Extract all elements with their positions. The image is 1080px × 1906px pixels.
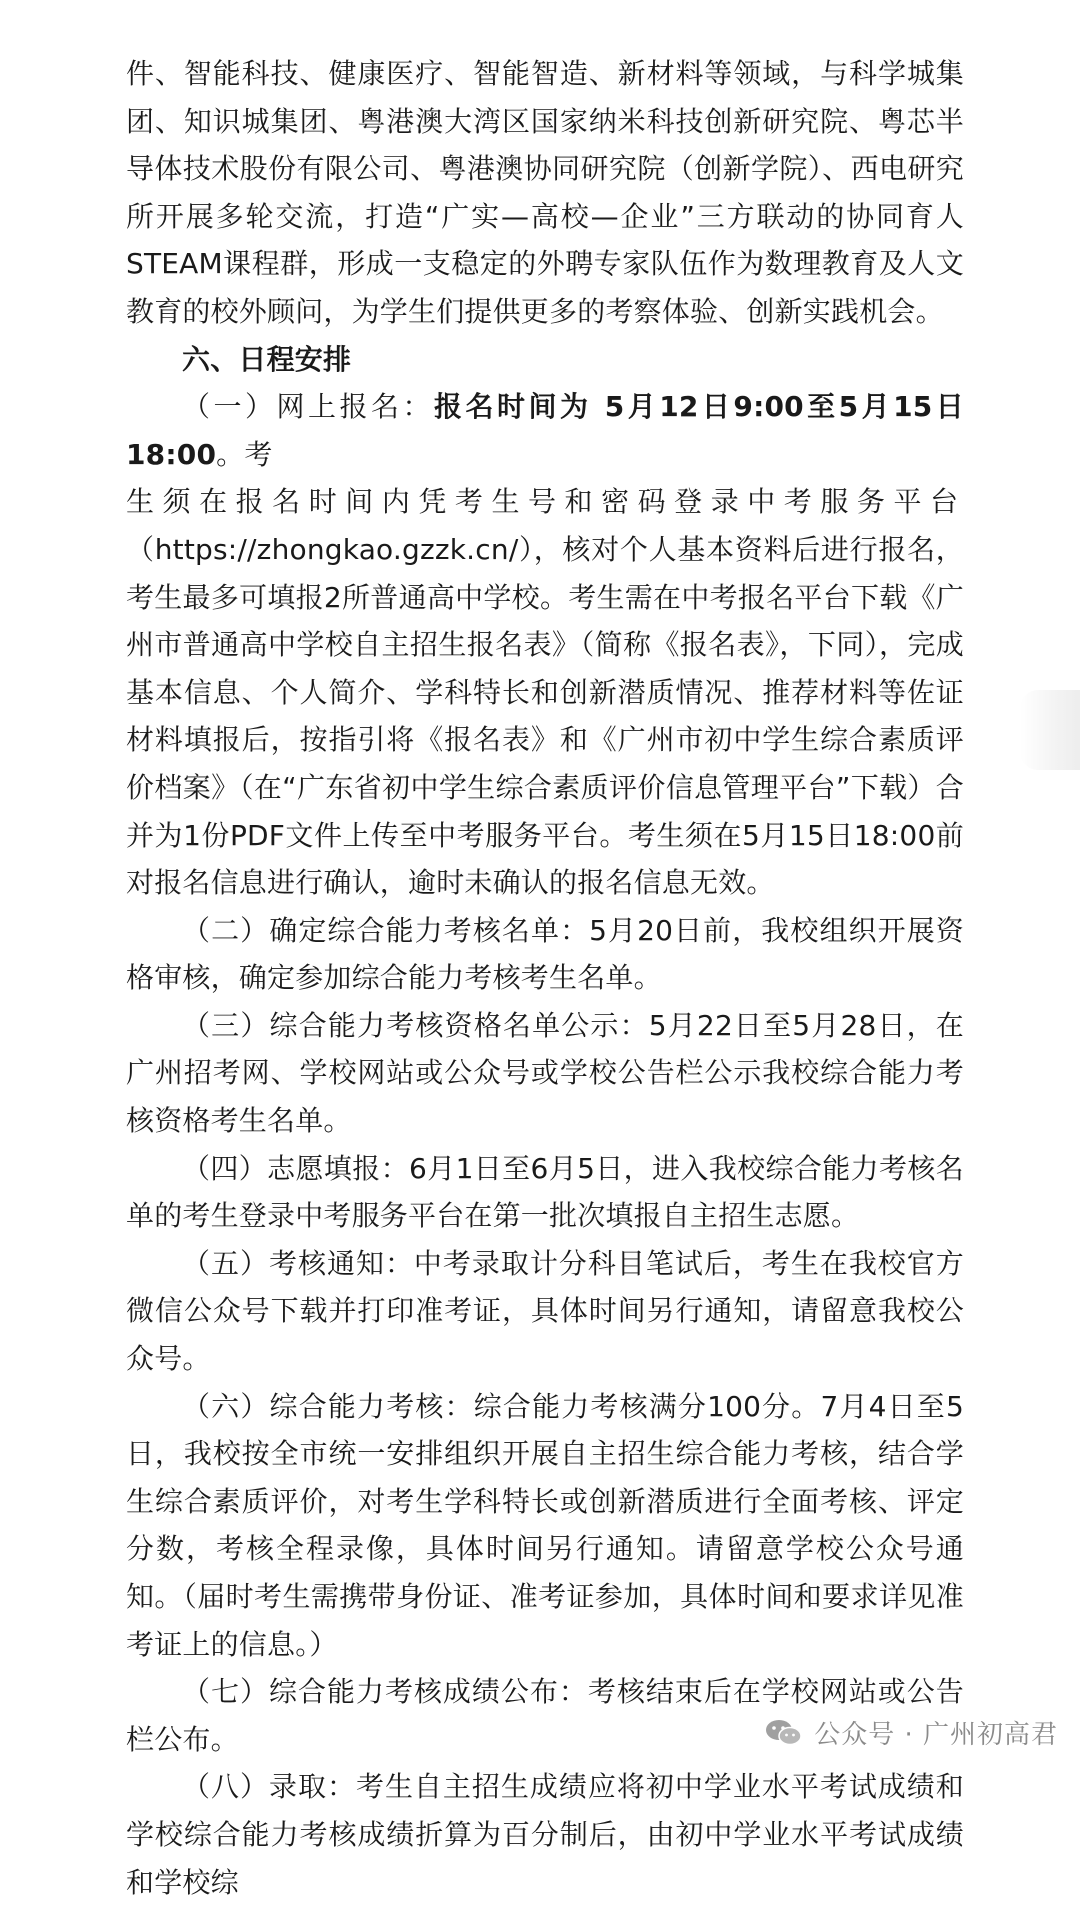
item-1-after: 。考: [216, 437, 273, 471]
watermark-text: 公众号 · 广州初高君: [814, 1720, 1058, 1750]
item-1-rest: （https://zhongkao.gzzk.cn/），核对个人基本资料后进行报名，考生最多可填报2所普通高中学校。考生需在中考报名平台下载《广州市普通高中学校自主招生报名表》（简称《报名表》，下同），完成基本信息、个人简介、学科特长和创新潜质情况、推荐材料等佐证材料填报后，按指引将《报名表》和《广州市初中学生综合素质评价档案》（在“广东省初中学生综合素质评价信息管理平台”下载）合并为1份PDF文件上传至中考服务平台。考生须在5月15日18:00前对报名信息进行确认，逾时未确认的报名信息无效。: [126, 532, 964, 900]
schedule-item-6: （六）综合能力考核：综合能力考核满分100分。7月4日至5日，我校按全市统一安排组织开展自主招生综合能力考核，结合学生综合素质评价，对考生学科特长或创新潜质进行全面考核、评定分数，考核全程录像，具体时间另行通知。请留意学校公众号通知。（届时考生需携带身份证、准考证参加，具体时间和要求详见准考证上的信息。）: [126, 1389, 964, 1661]
schedule-item-1: [126, 383, 964, 478]
paragraph-collaboration: 件、智能科技、健康医疗、智能智造、新材料等领域，与科学城集团、知识城集团、粤港澳大湾区国家纳米科技创新研究院、粤芯半导体技术股份有限公司、粤港澳协同研究院（创新学院）、西电研究所开展多轮交流，打造“广实—高校—企业”三方联动的协同育人STEAM课程群，形成一支稳定的外聘专家队伍作为数理教育及人文教育的校外顾问，为学生们提供更多的考察体验、创新实践机会。: [126, 57, 964, 328]
schedule-item-4: （四）志愿填报：6月1日至6月5日，进入我校综合能力考核名单的考生登录中考服务平台在第一批次填报自主招生志愿。: [126, 1151, 964, 1233]
registration-time: 报名时间为 5月12日9:00至5月15日18:00: [126, 390, 964, 471]
scan-edge-artifact: [1020, 690, 1080, 770]
document-body: [126, 50, 964, 1906]
schedule-item-5: （五）考核通知：中考录取计分科目笔试后，考生在我校官方微信公众号下载并打印准考证，具体时间另行通知，请留意我校公众号。: [126, 1246, 964, 1376]
schedule-item-7: （七）综合能力考核成绩公布：考核结束后在学校网站或公告栏公布。: [126, 1675, 964, 1756]
schedule-item-2: （二）确定综合能力考核名单：5月20日前，我校组织开展资格审核，确定参加综合能力考核考生名单。: [126, 913, 964, 995]
item-1-line-2: 生须在报名时间内凭考生号和密码登录中考服务平台: [126, 485, 964, 519]
item-1-lead: （一）网上报名：: [182, 390, 434, 424]
section-heading-schedule: 六、日程安排: [182, 342, 352, 376]
wechat-icon: [764, 1718, 804, 1748]
schedule-item-8: （八）录取：考生自主招生成绩应将初中学业水平考试成绩和学校综合能力考核成绩折算为百分制后，由初中学业水平考试成绩和学校综: [126, 1770, 964, 1899]
watermark: [764, 1714, 1058, 1751]
schedule-item-3: （三）综合能力考核资格名单公示：5月22日至5月28日，在广州招考网、学校网站或公众号或学校公告栏公示我校综合能力考核资格考生名单。: [126, 1008, 964, 1138]
